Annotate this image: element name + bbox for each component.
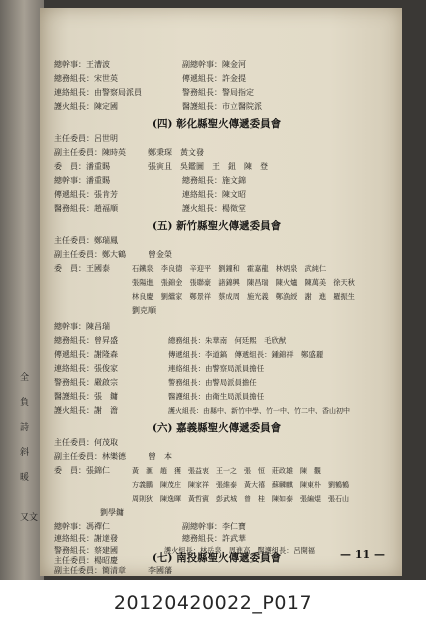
- text-line: 張寅且 吳鑑圖 王 鈕 陳 登: [148, 162, 268, 171]
- text-line: 警務組長：由警局派員擔任: [168, 378, 257, 387]
- text-line: 醫護組長：由衛生局派員擔任: [168, 392, 265, 401]
- text-line: 副主任委員：陳時英: [54, 148, 126, 157]
- section-heading: (四) 彰化縣聖火傳遞委員會: [152, 118, 282, 130]
- text-line: 連絡組長：謝達發: [54, 534, 118, 543]
- text-line: 警務組長：警局指定: [182, 88, 254, 97]
- text-line: 副總幹事：陳金河: [182, 60, 246, 69]
- text-line: 主任委員：何茂取: [54, 438, 118, 447]
- text-line: 總務組長：許武華: [182, 534, 246, 543]
- text-line: 總務組長：曾昇盛: [54, 336, 118, 345]
- text-line: 副主任委員：簡清章: [54, 566, 126, 575]
- text-line: 傳遞組長：李道鎬 傳遞組長：鍾錦祥 鄭盛麗: [168, 350, 324, 359]
- text-line: 黃 滙 趙 獲 張益衷 王一之 張 恒 莊政雄 陳 觀: [132, 467, 321, 475]
- text-line: 護火組長：由縣中、新竹中學、竹一中、竹二中、香山初中: [168, 407, 350, 415]
- text-line: 醫務組長：趙福順: [54, 204, 118, 213]
- text-line: 劉學鏞: [100, 508, 124, 517]
- facing-page-fragment: 全: [20, 373, 30, 383]
- text-line: 總務組長：朱華南 何廷熙 毛欣猷: [168, 336, 287, 345]
- text-line: 曾 本: [148, 452, 172, 461]
- text-line: 傳遞組長：謝隆森: [54, 350, 118, 359]
- text-line: 總務組長：宋世英: [54, 74, 118, 83]
- image-caption: 20120420022_P017: [113, 592, 313, 614]
- text-line: 總幹事：馮禪仁: [54, 522, 110, 531]
- text-line: 總幹事：潘重賜: [54, 176, 110, 185]
- text-line: 總務組長：施文錦: [182, 176, 246, 185]
- text-line: 張陽進 張錦金 張聯豪 諸錦興 陳昌瑞 陳火爐 陳萬美 徐天秋: [132, 278, 355, 287]
- text-line: 傳遞組長：張肯芳: [54, 190, 118, 199]
- text-line: 連絡組長：由警察局派員: [54, 88, 142, 97]
- facing-page-fragment: 斜: [20, 448, 30, 458]
- text-line: 傳遞組長：許金提: [182, 74, 246, 83]
- facing-page-fragment: 詩: [20, 423, 30, 433]
- section-heading: (七) 南投縣聖火傳遞委員會: [152, 552, 282, 564]
- text-line: 警務組長：嚴啟宗: [54, 378, 118, 387]
- text-line: 副總幹事：李仁寶: [182, 522, 246, 531]
- text-line: 護火組長：楊徵堂: [182, 204, 246, 213]
- text-line: 主任委員：鄭瑞鳳: [54, 236, 118, 245]
- text-line: 副主任委員：林樂德: [54, 452, 126, 461]
- facing-page-edge: [0, 0, 44, 580]
- page-number: — 11 —: [340, 548, 385, 561]
- text-line: 副主任委員：鄭大鶴: [54, 250, 126, 259]
- text-line: 石鐵泉 李良德 辛迎平 劉鐘和 霍嘉龍 林炳泉 武純仁: [132, 264, 327, 273]
- text-line: 連絡組長：陳文昭: [182, 190, 246, 199]
- text-line: 林良慶 劉繼家 鄭景祥 蔡成周 施光義 鄭漁綬 謝 進 羅振生: [132, 292, 355, 301]
- text-line: 連絡組長：由警察局派員擔任: [168, 364, 265, 373]
- text-line: 曾金榮: [148, 250, 172, 259]
- section-heading: (五) 新竹縣聖火傳遞委員會: [152, 220, 282, 232]
- text-line: 方義鵬 陳茂庄 陳家祥 張維泰 黃大禧 蘇麟麒 陳東朴 劉鶴鶴: [132, 481, 349, 489]
- text-line: 委 員：張錦仁: [54, 466, 110, 475]
- text-line: 劉克順: [132, 306, 156, 315]
- text-line: 護火組長：林岳泉 周進高 醫護組長：呂開福: [164, 546, 315, 555]
- text-line: 鄭秉琛 黃文發: [148, 148, 204, 157]
- section-heading: (六) 嘉義縣聖火傳遞委員會: [152, 422, 282, 434]
- text-line: 主任委員：楊昭慶: [54, 556, 118, 565]
- text-line: 委 員：王國泰: [54, 264, 110, 273]
- text-line: 醫護組長：張 鏞: [54, 392, 118, 401]
- text-line: 李國藩: [148, 566, 172, 575]
- facing-page-fragment: 又文: [20, 513, 39, 523]
- facing-page-fragment: 負: [20, 398, 30, 408]
- text-line: 總幹事：王漕波: [54, 60, 110, 69]
- text-line: 主任委員：呂世明: [54, 134, 118, 143]
- text-line: 護火組長：謝 澹: [54, 406, 118, 415]
- page-bottom-lines: [40, 8, 402, 576]
- text-line: 醫護組長：市立醫院派: [182, 102, 262, 111]
- text-line: 連絡組長：張俊家: [54, 364, 118, 373]
- text-line: 護火組長：陳定國: [54, 102, 118, 111]
- text-line: 總幹事：陳昌瑞: [54, 322, 110, 331]
- text-line: 警務組長：蔡建國: [54, 546, 118, 555]
- text-line: 周則狄 陳逸暉 黃哲賓 彭武城 曾 桂 陳如泰 張編焜 張石山: [132, 495, 349, 503]
- text-line: 委 員：潘重賜: [54, 162, 110, 171]
- facing-page-fragment: 暖: [20, 473, 30, 483]
